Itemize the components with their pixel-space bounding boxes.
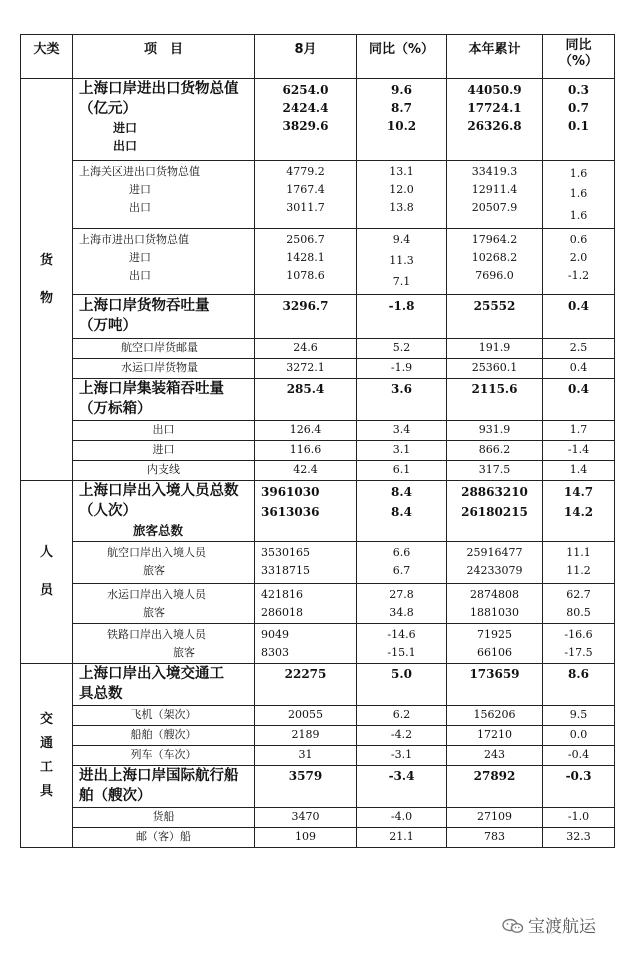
item-cell — [73, 481, 255, 542]
category-transport — [21, 664, 73, 848]
month-cell — [255, 624, 357, 664]
category-people-char: 人 — [39, 545, 53, 560]
yoy-cell — [357, 379, 447, 421]
value: 11.1 — [566, 546, 591, 559]
value: 0.4 — [568, 382, 589, 396]
goods-total-unit: （亿元） — [79, 101, 137, 117]
value: 156206 — [447, 706, 543, 726]
throughput-label: 上海口岸货物吞吐量 — [79, 298, 210, 314]
people-total-label: 上海口岸出入境人员总数 — [79, 483, 239, 499]
value: 9.5 — [543, 706, 615, 726]
header-ytd-yoy-line1: 同比 — [565, 38, 592, 53]
value: 2189 — [255, 726, 357, 746]
value: 1428.1 — [286, 251, 325, 264]
table-row — [21, 706, 615, 726]
goods-total-import-label: 进口 — [113, 121, 138, 135]
cruise-ship-label: 邮（客）船 — [73, 828, 255, 848]
table-row — [21, 421, 615, 441]
table-row — [21, 441, 615, 461]
value: 6.7 — [392, 564, 411, 577]
month-cell — [255, 542, 357, 584]
value: 25916477 — [466, 546, 523, 559]
value: 2.5 — [543, 339, 615, 359]
ytd-yoy-cell — [543, 295, 615, 339]
table-row — [21, 828, 615, 848]
header-item: 项 目 — [73, 35, 255, 79]
item-cell — [73, 664, 255, 706]
value: 0.1 — [568, 119, 589, 133]
value: 7696.0 — [475, 269, 514, 282]
people-total-unit: （人次） — [79, 503, 137, 519]
table-row — [21, 746, 615, 766]
value: 6.6 — [392, 546, 411, 559]
header-month: 8月 — [255, 35, 357, 79]
customs-total-label: 上海关区进出口货物总值 — [79, 165, 200, 178]
value: 44050.9 — [467, 83, 522, 97]
category-goods-char: 物 — [39, 290, 53, 306]
value: -0.4 — [543, 746, 615, 766]
value: 20055 — [255, 706, 357, 726]
value: 1.6 — [569, 187, 588, 200]
value: 8.4 — [391, 485, 412, 499]
value: 22275 — [284, 667, 327, 681]
ytd-yoy-cell — [543, 229, 615, 295]
category-transport-char: 通 — [39, 735, 53, 751]
month-cell — [255, 481, 357, 542]
value: 116.6 — [255, 441, 357, 461]
month-cell — [255, 229, 357, 295]
water-passenger-label: 旅客 — [143, 606, 165, 619]
item-cell — [73, 161, 255, 229]
value: 7.1 — [392, 275, 411, 288]
value: 8303 — [261, 646, 289, 659]
table-row — [21, 542, 615, 584]
watermark-text: 宝渡航运 — [528, 917, 596, 937]
value: 6.1 — [357, 461, 447, 481]
value: 109 — [255, 828, 357, 848]
value: 26326.8 — [467, 119, 522, 133]
rail-people-label: 铁路口岸出入境人员 — [107, 628, 206, 641]
watermark — [502, 912, 596, 937]
ytd-cell — [447, 664, 543, 706]
air-mail-label: 航空口岸货邮量 — [73, 339, 255, 359]
table-row — [21, 584, 615, 624]
value: 5.0 — [391, 667, 412, 681]
table-row — [21, 461, 615, 481]
value: 27109 — [447, 808, 543, 828]
value: 0.0 — [543, 726, 615, 746]
value: 71925 — [477, 628, 512, 641]
month-cell — [255, 379, 357, 421]
container-label: 上海口岸集装箱吞吐量 — [79, 381, 224, 397]
ytd-cell — [447, 79, 543, 161]
value: 1.6 — [569, 167, 588, 180]
value: 0.3 — [568, 83, 589, 97]
city-import-label: 进口 — [129, 251, 151, 264]
value: 1.7 — [543, 421, 615, 441]
ytd-cell — [447, 542, 543, 584]
yoy-cell — [357, 229, 447, 295]
value: 3.6 — [391, 382, 412, 396]
value: -3.4 — [388, 769, 415, 783]
item-cell — [73, 766, 255, 808]
value: 17210 — [447, 726, 543, 746]
air-people-label: 航空口岸出入境人员 — [107, 546, 206, 559]
yoy-cell — [357, 766, 447, 808]
customs-export-label: 出口 — [129, 201, 151, 214]
value: 0.7 — [568, 101, 589, 115]
value: -16.6 — [564, 628, 593, 641]
ytd-cell — [447, 624, 543, 664]
value: -17.5 — [564, 646, 593, 659]
item-cell — [73, 542, 255, 584]
yoy-cell — [357, 624, 447, 664]
rail-passenger-label: 旅客 — [173, 646, 195, 659]
value: 11.2 — [566, 564, 591, 577]
yoy-cell — [357, 542, 447, 584]
value: 243 — [447, 746, 543, 766]
value: 28863210 — [461, 485, 528, 499]
water-cargo-label: 水运口岸货物量 — [73, 359, 255, 379]
container-domestic-label: 内支线 — [73, 461, 255, 481]
ytd-cell — [447, 295, 543, 339]
value: 10268.2 — [471, 251, 518, 264]
value: 6254.0 — [282, 83, 329, 97]
train-label: 列车（车次） — [73, 746, 255, 766]
month-cell — [255, 161, 357, 229]
ytd-cell — [447, 481, 543, 542]
value: 783 — [447, 828, 543, 848]
value: 931.9 — [447, 421, 543, 441]
value: 6.2 — [357, 706, 447, 726]
value: 173659 — [469, 667, 520, 681]
vehicles-total-label-cont: 具总数 — [79, 686, 123, 702]
container-import-label: 进口 — [73, 441, 255, 461]
goods-total-export-label: 出口 — [113, 139, 138, 153]
ytd-yoy-cell — [543, 481, 615, 542]
ytd-cell — [447, 766, 543, 808]
value: 8.7 — [391, 101, 412, 115]
value: -1.9 — [357, 359, 447, 379]
value: -1.2 — [567, 269, 590, 282]
value: 62.7 — [566, 588, 591, 601]
value: 3.4 — [357, 421, 447, 441]
value: 3961030 — [261, 485, 320, 499]
wechat-icon — [502, 918, 524, 934]
category-transport-char: 具 — [39, 783, 53, 799]
value: 8.4 — [391, 505, 412, 519]
intl-ships-label-cont: 舶（艘次） — [79, 788, 152, 804]
value: 10.2 — [386, 119, 417, 133]
value: 3829.6 — [282, 119, 329, 133]
ytd-yoy-cell — [543, 624, 615, 664]
ytd-yoy-cell — [543, 161, 615, 229]
table-row — [21, 664, 615, 706]
value: 191.9 — [447, 339, 543, 359]
month-cell — [255, 295, 357, 339]
category-transport-char: 交 — [39, 711, 53, 727]
header-yoy: 同比（%） — [357, 35, 447, 79]
category-people-char: 员 — [39, 583, 53, 598]
ytd-yoy-cell — [543, 542, 615, 584]
value: 1.4 — [543, 461, 615, 481]
value: 2.0 — [569, 251, 588, 264]
aircraft-label: 飞机（架次） — [73, 706, 255, 726]
value: 32.3 — [543, 828, 615, 848]
ytd-yoy-cell — [543, 664, 615, 706]
ytd-cell — [447, 229, 543, 295]
value: 17964.2 — [471, 233, 518, 246]
value: 3.1 — [357, 441, 447, 461]
value: 31 — [255, 746, 357, 766]
value: 12.0 — [389, 183, 414, 196]
table-row — [21, 161, 615, 229]
passenger-total-label: 旅客总数 — [133, 523, 184, 538]
header-ytd-yoy — [543, 35, 615, 79]
ytd-cell — [447, 161, 543, 229]
value: 421816 — [261, 588, 303, 601]
table-row — [21, 79, 615, 161]
value: 3318715 — [261, 564, 310, 577]
table-row — [21, 359, 615, 379]
ytd-cell — [447, 379, 543, 421]
ytd-cell — [447, 584, 543, 624]
ytd-yoy-cell — [543, 79, 615, 161]
item-cell — [73, 229, 255, 295]
item-cell — [73, 624, 255, 664]
value: 12911.4 — [471, 183, 518, 196]
yoy-cell — [357, 481, 447, 542]
city-total-label: 上海市进出口货物总值 — [79, 233, 189, 246]
value: 13.8 — [389, 201, 414, 214]
item-cell — [73, 295, 255, 339]
value: 1881030 — [470, 606, 519, 619]
yoy-cell — [357, 161, 447, 229]
value: 0.6 — [569, 233, 588, 246]
ship-label: 船舶（艘次） — [73, 726, 255, 746]
value: 8.6 — [568, 667, 589, 681]
yoy-cell — [357, 664, 447, 706]
value: 14.7 — [563, 485, 594, 499]
value: 27.8 — [389, 588, 414, 601]
category-transport-char: 工 — [39, 759, 53, 775]
value: 2506.7 — [286, 233, 325, 246]
yoy-cell — [357, 295, 447, 339]
value: 2115.6 — [471, 382, 518, 396]
value: -4.2 — [357, 726, 447, 746]
water-people-label: 水运口岸出入境人员 — [107, 588, 206, 601]
value: 3272.1 — [255, 359, 357, 379]
value: -3.1 — [357, 746, 447, 766]
header-row — [21, 35, 615, 79]
value: 21.1 — [357, 828, 447, 848]
value: 3530165 — [261, 546, 310, 559]
value: 11.3 — [389, 254, 414, 267]
table-row — [21, 229, 615, 295]
value: 9.4 — [392, 233, 411, 246]
yoy-cell — [357, 79, 447, 161]
value: 34.8 — [389, 606, 414, 619]
value: 0.4 — [543, 359, 615, 379]
header-ytd: 本年累计 — [447, 35, 543, 79]
value: 26180215 — [461, 505, 528, 519]
item-cell — [73, 79, 255, 161]
header-ytd-yoy-line2: （%） — [558, 54, 599, 69]
value: 5.2 — [357, 339, 447, 359]
value: 2874808 — [470, 588, 519, 601]
air-passenger-label: 旅客 — [143, 564, 165, 577]
value: 80.5 — [566, 606, 591, 619]
header-category: 大类 — [21, 35, 73, 79]
category-goods-char: 货 — [39, 252, 53, 268]
value: 24.6 — [255, 339, 357, 359]
table-row — [21, 808, 615, 828]
value: -1.4 — [543, 441, 615, 461]
container-export-label: 出口 — [73, 421, 255, 441]
vehicles-total-label: 上海口岸出入境交通工 — [79, 666, 224, 682]
month-cell — [255, 79, 357, 161]
value: 0.4 — [568, 299, 589, 313]
value: 9.6 — [391, 83, 412, 97]
value: 24233079 — [466, 564, 523, 577]
container-unit: （万标箱） — [79, 401, 152, 417]
month-cell — [255, 766, 357, 808]
throughput-unit: （万吨） — [79, 318, 137, 334]
value: 42.4 — [255, 461, 357, 481]
value: -1.0 — [543, 808, 615, 828]
table-row — [21, 339, 615, 359]
table-row — [21, 726, 615, 746]
table-row — [21, 295, 615, 339]
value: -0.3 — [565, 769, 592, 783]
value: 866.2 — [447, 441, 543, 461]
value: 13.1 — [389, 165, 414, 178]
value: 17724.1 — [467, 101, 522, 115]
value: -4.0 — [357, 808, 447, 828]
item-cell — [73, 584, 255, 624]
city-export-label: 出口 — [129, 269, 151, 282]
value: 1.6 — [569, 209, 588, 222]
value: 14.2 — [563, 505, 594, 519]
category-goods — [21, 79, 73, 481]
month-cell — [255, 584, 357, 624]
value: 20507.9 — [471, 201, 518, 214]
customs-import-label: 进口 — [129, 183, 151, 196]
value: 25552 — [473, 299, 516, 313]
ytd-yoy-cell — [543, 379, 615, 421]
ytd-yoy-cell — [543, 766, 615, 808]
value: 25360.1 — [447, 359, 543, 379]
value: 33419.3 — [471, 165, 518, 178]
value: -1.8 — [388, 299, 415, 313]
value: 9049 — [261, 628, 289, 641]
ytd-yoy-cell — [543, 584, 615, 624]
value: 3579 — [288, 769, 323, 783]
value: 286018 — [261, 606, 303, 619]
value: -15.1 — [387, 646, 416, 659]
value: 1767.4 — [286, 183, 325, 196]
item-cell — [73, 379, 255, 421]
value: 3613036 — [261, 505, 320, 519]
value: 4779.2 — [286, 165, 325, 178]
yoy-cell — [357, 584, 447, 624]
cargo-ship-label: 货船 — [73, 808, 255, 828]
value: 126.4 — [255, 421, 357, 441]
value: 3011.7 — [286, 201, 325, 214]
month-cell — [255, 664, 357, 706]
goods-total-label: 上海口岸进出口货物总值 — [79, 81, 239, 97]
table-row — [21, 766, 615, 808]
value: 3470 — [255, 808, 357, 828]
value: 2424.4 — [282, 101, 329, 115]
intl-ships-label: 进出上海口岸国际航行船 — [79, 768, 239, 784]
category-people — [21, 481, 73, 664]
statistics-table — [20, 34, 615, 848]
value: -14.6 — [387, 628, 416, 641]
value: 285.4 — [286, 382, 325, 396]
value: 27892 — [473, 769, 516, 783]
value: 66106 — [477, 646, 512, 659]
value: 3296.7 — [282, 299, 329, 313]
table-row — [21, 379, 615, 421]
value: 1078.6 — [286, 269, 325, 282]
table-row — [21, 481, 615, 542]
table-row — [21, 624, 615, 664]
value: 317.5 — [447, 461, 543, 481]
